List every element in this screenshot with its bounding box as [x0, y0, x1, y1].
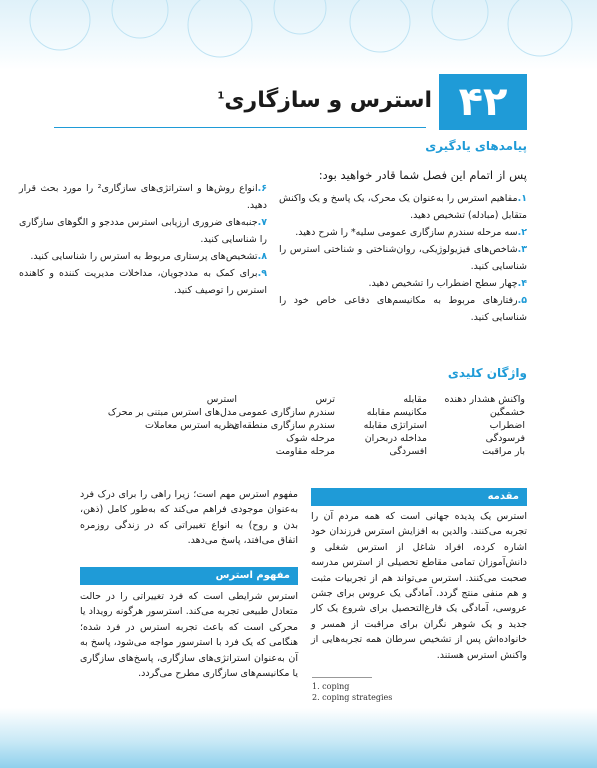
concept-lead-text: مفهوم استرس مهم است؛ زیرا راهی را برای درک فرد به‌عنوان موجودی فراهم می‌کند که به‌طور کامل (ذهن، بدن و روح) به انواع تغییراتی که در زندگی روزمره اتفاق می‌افتد، پاسخ می‌دهد. [80, 489, 298, 547]
footnote-2: 2. coping strategies [312, 693, 393, 702]
objective-text: جنبه‌های ضروری ارزیابی استرس مددجو و الگوهای سازگاری را شناسایی کنید. [19, 217, 267, 245]
objective-text: رفتارهای مربوط به مکانیسم‌های دفاعی خاص خود را شناسایی کنید. [279, 295, 527, 323]
objective-number: ۳. [517, 244, 527, 255]
footnote-1: 1. coping [312, 682, 350, 691]
objective-text: تشخیص‌های پرستاری مربوط به استرس را شناسایی کنید. [30, 251, 258, 262]
keyword-item: واکنش هشدار دهنده [444, 394, 525, 405]
objective-item [279, 275, 527, 292]
keywords-column-3 [232, 393, 335, 458]
objectives-heading: پیامدهای یادگیری [425, 139, 527, 153]
header-decoration [0, 0, 597, 70]
objective-item [279, 224, 527, 241]
objective-number: ۵. [517, 295, 527, 306]
footnote-divider [312, 677, 372, 678]
keyword-item: مداخله دربحران [364, 433, 427, 444]
objective-item [19, 180, 267, 214]
objective-number: ۷. [257, 217, 267, 228]
objective-number: ۶. [257, 183, 267, 194]
objective-text: انواع روش‌ها و استراتژی‌های سازگاری² را مورد بحث قرار دهید. [19, 183, 267, 211]
concept-heading: مفهوم استرس [80, 567, 298, 585]
objective-text: سه مرحله سندرم سازگاری عمومی سلیه* را شرح دهید. [295, 227, 518, 238]
objective-text: مفاهیم استرس را به‌عنوان یک محرک، یک پاسخ و یک واکنش متقابل (مبادله) تشخیص دهید. [279, 193, 527, 221]
objective-text: چهار سطح اضطراب را تشخیص دهید. [368, 278, 518, 289]
title-divider [54, 127, 426, 128]
objective-number: ۲. [517, 227, 527, 238]
objective-text: برای کمک به مددجویان، مداخلات مدیریت کننده و کاهنده استرس را توصیف کنید. [19, 268, 267, 296]
keyword-item: بار مراقبت [482, 446, 525, 457]
objective-item [19, 248, 267, 265]
keywords-column-2 [364, 393, 427, 458]
keyword-item: افسردگی [389, 446, 427, 457]
objective-item [19, 214, 267, 248]
keyword-item: مدل‌های استرس مبتنی بر محرک [107, 407, 237, 418]
keyword-item: استرس [206, 394, 237, 405]
intro-heading: مقدمه [311, 488, 527, 506]
keyword-item: مکانیسم مقابله [366, 407, 427, 418]
concept-text: استرس شرایطی است که فرد تغییراتی را در حالت متعادل طبیعی تجربه می‌کند. استرسور هرگونه رویداد یا محرکی است که باعث تجربه استرس در فرد شده؛ هنگامی که یک فرد با استرسور مواجه می‌شود، پاسخ به آن به‌عنوان استراتژی‌های سازگاری، پاسخ‌های سازگاری یا مکانیسم‌های سازگاری مطرح می‌گردد. [80, 591, 298, 680]
keyword-item: سندرم سازگاری منطقه‌ای [232, 420, 335, 431]
keyword-item: فرسودگی [485, 433, 525, 444]
keywords-column-4 [108, 393, 237, 432]
keyword-item: سندرم سازگاری عمومی [238, 407, 335, 418]
objective-item [279, 292, 527, 326]
objective-number: ۹. [257, 268, 267, 279]
keyword-item: ترس [315, 394, 335, 405]
keyword-item: مقابله [403, 394, 427, 405]
keyword-item: خشمگین [489, 407, 525, 418]
objectives-list-right [279, 190, 527, 326]
keyword-item: اضطراب [489, 420, 525, 431]
keyword-item: نظریه استرس معاملات [144, 420, 237, 431]
chapter-title: استرس و سازگاری$^1$ [217, 88, 432, 113]
footer-decoration [0, 708, 597, 768]
objective-number: ۸. [257, 251, 267, 262]
objectives-list-left [19, 180, 267, 299]
objective-item [279, 241, 527, 275]
footnotes [312, 681, 392, 703]
chapter-number: ۴۲ [439, 74, 527, 130]
keyword-item: مرحله مقاومت [275, 446, 335, 457]
objectives-intro: پس از اتمام این فصل شما قادر خواهید بود: [318, 168, 527, 182]
objective-number: ۴. [517, 278, 527, 289]
keywords-heading: واژگان کلیدی [447, 366, 527, 380]
objective-text: شاخص‌های فیزیولوژیکی، روان‌شناختی و شناختی استرس را شناسایی کنید. [279, 244, 527, 272]
keywords-column-1 [444, 393, 525, 458]
objective-item [279, 190, 527, 224]
keyword-item: مرحله شوک [286, 433, 335, 444]
objective-item [19, 265, 267, 299]
objective-number: ۱. [517, 193, 527, 204]
intro-text: استرس یک پدیده جهانی است که همه مردم آن را تجربه می‌کنند. والدین به افزایش استرس فرزندان خود اشاره کرده، افراد شاغل از استرس شغلی و دانش‌آموزان تمامی مقاطع تحصیلی از استرس مدرسه صحبت می‌کنند. استرس می‌تواند هم از تجربیات مثبت و هم منفی منتج گردد. آمادگی یک عروس برای جشن عروسی، آمادگی یک فارغ‌التحصیل برای شروع یک کار جدید و یک شوهر نگران برای مراقبت از همسر و خانواده‌اش پس از تشخیص سرطان همه تجربه‌هایی از واکنش استرس هستند. [311, 511, 527, 661]
keyword-item: استراتژی مقابله [363, 420, 427, 431]
floral-pattern [0, 0, 597, 70]
